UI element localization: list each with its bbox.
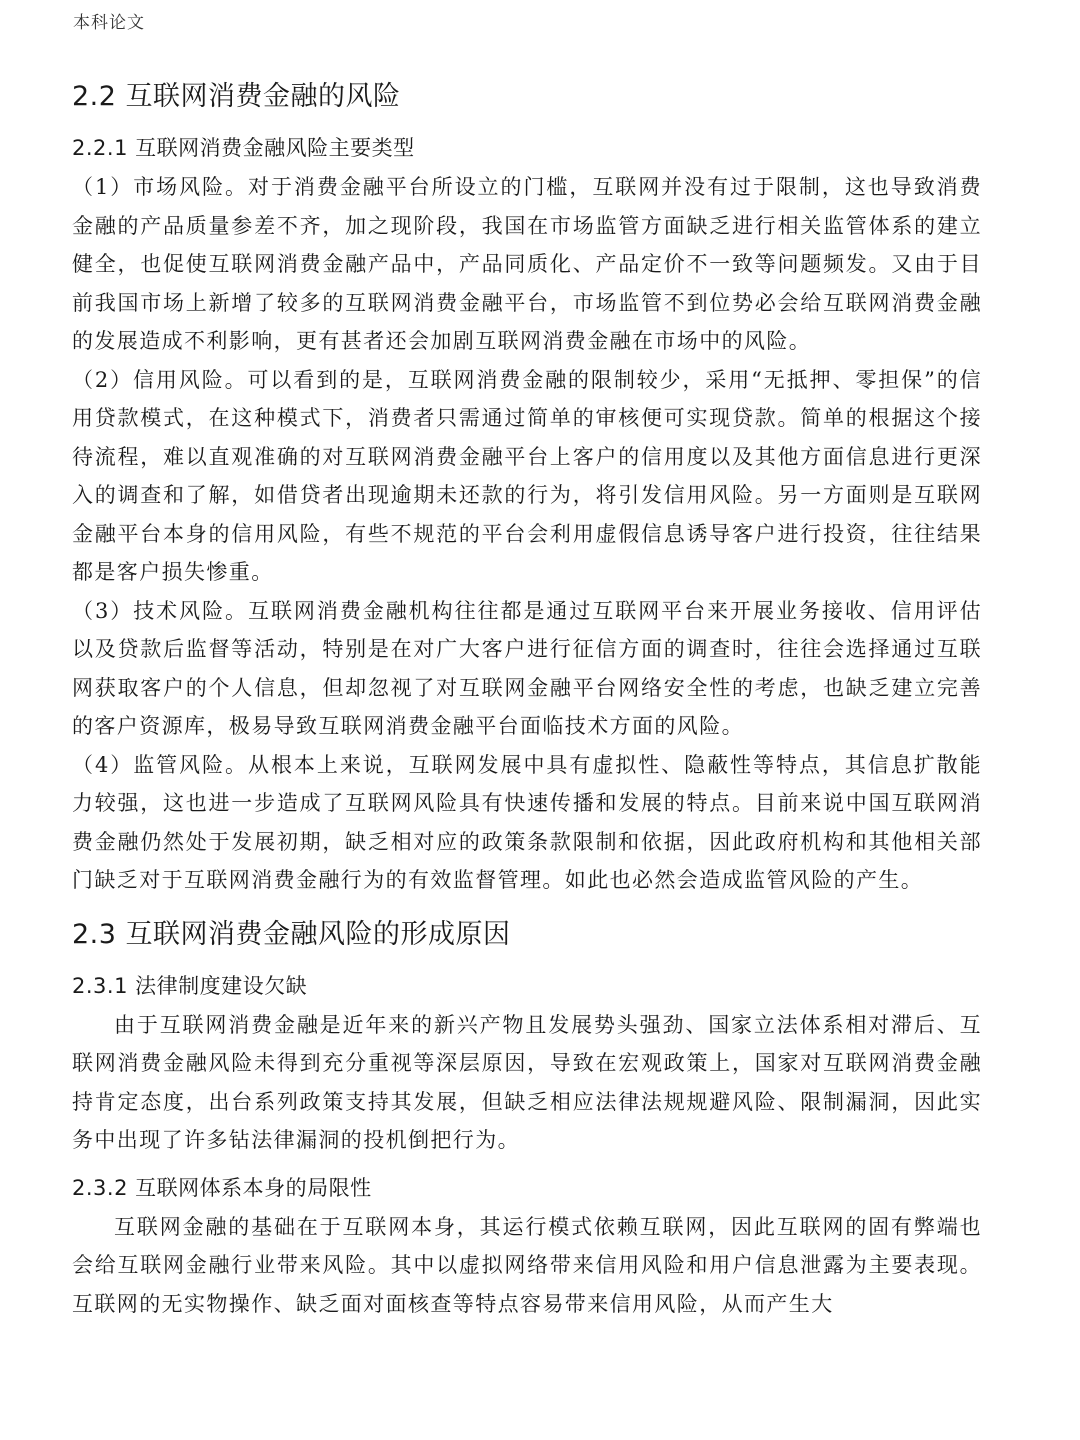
- document-body: [72, 72, 982, 1323]
- paragraph-market-risk: （1）市场风险。对于消费金融平台所设立的门槛，互联网并没有过于限制，这也导致消费金融的产品质量参差不齐，加之现阶段，我国在市场监管方面缺乏进行相关监管体系的建立健全，也促使互联网消费金融产品中，产品同质化、产品定价不一致等问题频发。又由于目前我国市场上新增了较多的互联网消费金融平台，市场监管不到位势必会给互联网消费金融的发展造成不利影响，更有甚者还会加剧互联网消费金融在市场中的风险。: [72, 175, 982, 353]
- paragraph-internet-limitations: 互联网金融的基础在于互联网本身，其运行模式依赖互联网，因此互联网的固有弊端也会给互联网金融行业带来风险。其中以虚拟网络带来信用风险和用户信息泄露为主要表现。互联网的无实物操作、缺乏面对面核查等特点容易带来信用风险，从而产生大: [72, 1214, 982, 1316]
- subsection-2-3-2-heading: 2.3.2 互联网体系本身的局限性: [72, 1175, 372, 1200]
- subsection-2-2-1-heading: 2.2.1 互联网消费金融风险主要类型: [72, 136, 415, 160]
- paragraph-regulatory-risk: （4）监管风险。从根本上来说，互联网发展中具有虚拟性、隐蔽性等特点，其信息扩散能力较强，这也进一步造成了互联网风险具有快速传播和发展的特点。目前来说中国互联网消费金融仍然处于发展初期，缺乏相对应的政策条款限制和依据，因此政府机构和其他相关部门缺乏对于互联网消费金融行为的有效监督管理。如此也必然会造成监管风险的产生。: [72, 752, 982, 892]
- section-2-3-heading: 2.3 互联网消费金融风险的形成原因: [72, 918, 511, 950]
- running-header: 本科论文: [73, 13, 145, 33]
- paragraph-legal-system: 由于互联网消费金融是近年来的新兴产物且发展势头强劲、国家立法体系相对滞后、互联网消费金融风险未得到充分重视等深层原因，导致在宏观政策上，国家对互联网消费金融持肯定态度，出台系列政策支持其发展，但缺乏相应法律法规规避风险、限制漏洞，因此实务中出现了许多钻法律漏洞的投机倒把行为。: [72, 1012, 982, 1152]
- paragraph-credit-risk: （2）信用风险。可以看到的是，互联网消费金融的限制较少，采用“无抵押、零担保”的信用贷款模式，在这种模式下，消费者只需通过简单的审核便可实现贷款。简单的根据这个接待流程，难以直观准确的对互联网消费金融平台上客户的信用度以及其他方面信息进行更深入的调查和了解，如借贷者出现逾期未还款的行为，将引发信用风险。另一方面则是互联网金融平台本身的信用风险，有些不规范的平台会利用虚假信息诱导客户进行投资，往往结果都是客户损失惨重。: [72, 367, 982, 584]
- section-2-2-heading: 2.2 互联网消费金融的风险: [72, 81, 401, 112]
- paragraph-technical-risk: （3）技术风险。互联网消费金融机构往往都是通过互联网平台来开展业务接收、信用评估以及贷款后监督等活动，特别是在对广大客户进行征信方面的调查时，往往会选择通过互联网获取客户的个人信息，但却忽视了对互联网金融平台网络安全性的考虑，也缺乏建立完善的客户资源库，极易导致互联网消费金融平台面临技术方面的风险。: [72, 598, 982, 738]
- subsection-2-3-1-heading: 2.3.1 法律制度建设欠缺: [72, 973, 308, 998]
